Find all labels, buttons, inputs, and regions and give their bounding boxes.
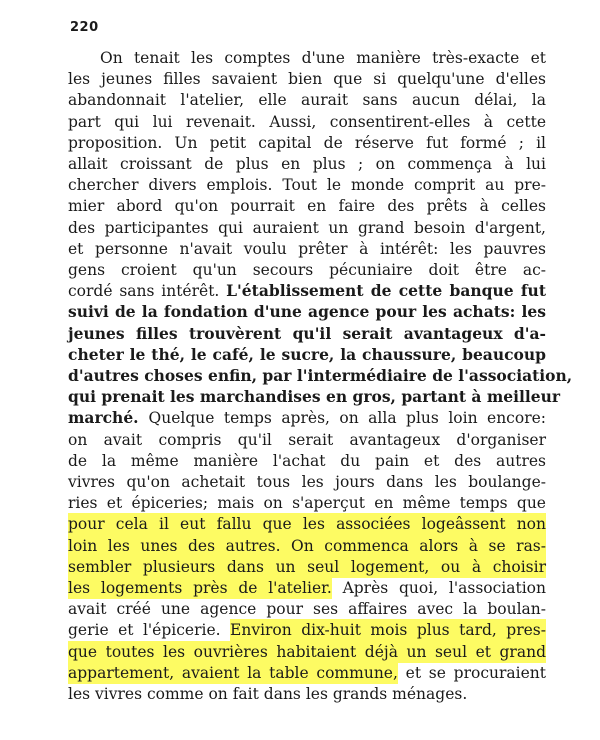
text-segment: Quelque temps après, on alla plus loin encore: <box>148 409 546 428</box>
highlighted-text: pour cela il eut fallu que les associées logeâssent non <box>68 515 546 534</box>
text-segment: On tenait les comptes d'une manière très-exacte et <box>100 49 546 67</box>
text-segment: abandonnait l'atelier, elle aurait sans aucun délai, la <box>68 91 546 110</box>
text-segment: Après quoi, l'association <box>331 579 546 597</box>
text-segment: qui prenait les marchandises en gros, partant à meilleur <box>68 387 561 407</box>
highlighted-text: appartement, avaient la table commune, <box>68 663 398 682</box>
text-segment: vivres qu'on achetait tous les jours dans les boulange- <box>68 473 546 491</box>
text-segment: L'établissement de cette banque fut <box>226 281 546 301</box>
highlighted-text: loin les unes des autres. On commenca alors à se ras- <box>68 536 546 555</box>
text-segment: suivi de la fondation d'une agence pour les achats: les <box>68 302 546 322</box>
text-segment: jeunes filles trouvèrent qu'il serait avantageux d'a- <box>68 323 546 343</box>
text-segment: ries et épiceries; mais on s'aperçut en même temps que <box>68 494 546 513</box>
text-segment: des participantes qui auraient un grand besoin d'argent, <box>68 218 546 237</box>
text-segment: gerie et l'épicerie. <box>68 621 231 640</box>
text-segment: cordé sans intérêt. <box>68 282 227 301</box>
text-segment: d'autres choses enfin, par l'intermédiaire de l'association, <box>68 366 573 385</box>
page-number: 220 <box>70 20 99 35</box>
text-segment: allait croissant de plus en plus ; on commença à lui <box>68 155 546 173</box>
text-line <box>68 681 546 707</box>
highlighted-text: sembler plusieurs dans un seul logement, ou à choisir <box>68 557 546 576</box>
text-segment: marché. <box>68 408 149 428</box>
highlighted-text: les logements près de l'atelier. <box>68 579 332 597</box>
text-segment: et se procuraient <box>397 663 546 682</box>
text-segment: part qui lui revenait. Aussi, consentirent-elles à cette <box>68 112 546 131</box>
text-segment: chercher divers emplois. Tout le monde comprit au pre- <box>68 176 546 195</box>
text-segment: cheter le thé, le café, le sucre, la chaussure, beaucoup <box>68 344 546 364</box>
text-segment: les jeunes filles savaient bien que si quelqu'une d'elles <box>68 70 546 89</box>
text-segment: de la même manière l'achat du pain et des autres <box>68 451 546 470</box>
text-segment: on avait compris qu'il serait avantageux d'organiser <box>68 430 546 449</box>
highlighted-text: Environ dix-huit mois plus tard, pres- <box>230 621 546 640</box>
text-segment: proposition. Un petit capital de réserve fut formé ; il <box>68 133 546 152</box>
highlighted-text: que toutes les ouvrières habitaient déjà un seul et grand <box>68 642 546 661</box>
text-segment: mier abord qu'on pourrait en faire des prêts à celles <box>68 197 546 216</box>
text-segment: et personne n'avait voulu prêter à intérêt: les pauvres <box>68 239 546 258</box>
text-segment: gens croient qu'un secours pécuniaire doit être ac- <box>68 261 546 279</box>
text-segment: les vivres comme on fait dans les grands ménages. <box>68 685 468 703</box>
text-segment: avait créé une agence pour ses affaires avec la boulan- <box>68 600 546 619</box>
